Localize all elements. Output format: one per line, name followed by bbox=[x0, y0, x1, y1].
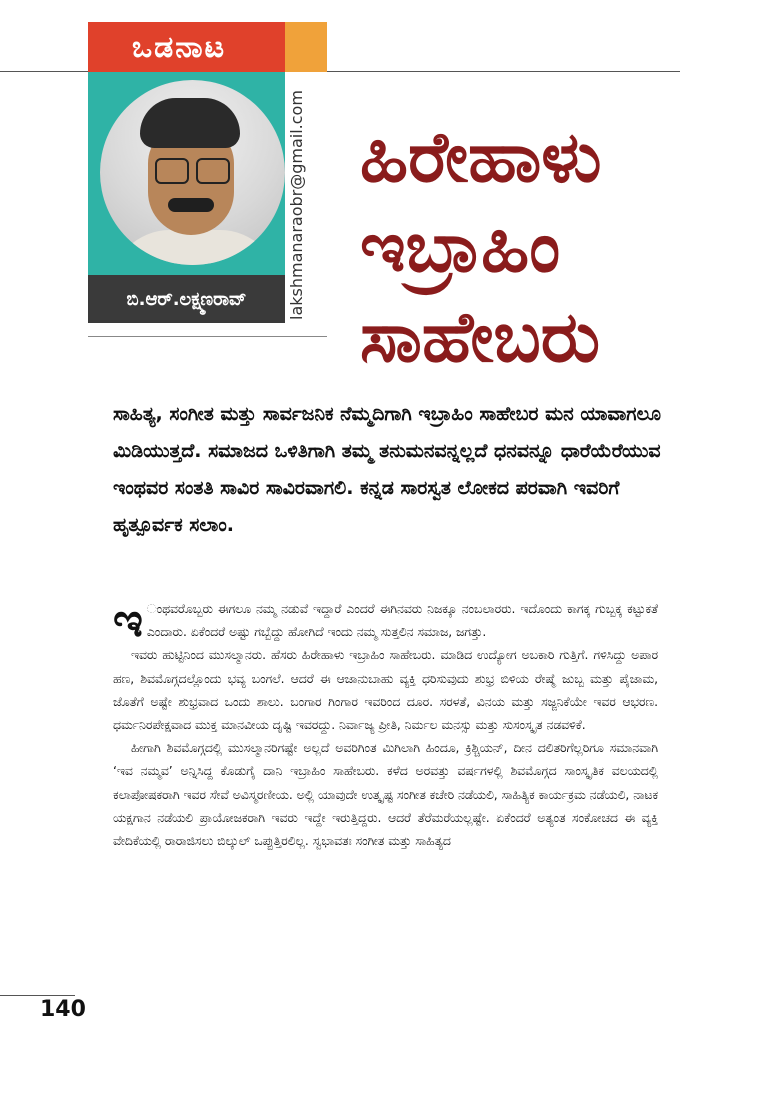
drop-cap: ಇ bbox=[113, 593, 143, 647]
page-number: 140 bbox=[40, 997, 86, 1022]
body-paragraph: ಹೀಗಾಗಿ ಶಿವಮೊಗ್ಗದಲ್ಲಿ ಮುಸಲ್ಮಾನರಿಗಷ್ಟೇ ಅಲ್ಲದೆ ಅವರಿಗಿಂತ ಮಿಗಿಲಾಗಿ ಹಿಂದೂ, ಕ್ರಿಶ್ಚಿಯನ್, ದೀನ ದಲಿತರಿಗೆಲ್ಲರಿಗೂ ಸಮಾನವಾಗಿ ‘ಇವ ನಮ್ಮವ’ ಅನ್ನಿಸಿದ್ದ ಕೊಡುಗೈ ದಾನಿ ಇಬ್ರಾಹಿಂ ಸಾಹೇಬರು. ಕಳೆದ ಅರವತ್ತು ವರ್ಷಗಳಲ್ಲಿ ಶಿವಮೊಗ್ಗದ ಸಾಂಸ್ಕೃತಿಕ ವಲಯದಲ್ಲಿ ಕಲಾಪೋಷಕರಾಗಿ ಇವರ ಸೇವೆ ಅವಿಸ್ಮರಣೀಯ. ಅಲ್ಲಿ ಯಾವುದೇ ಉತ್ಕೃಷ್ಟ ಸಂಗೀತ ಕಚೇರಿ ನಡೆಯಲಿ, ಸಾಹಿತ್ಯಿಕ ಕಾರ್ಯಕ್ರಮ ನಡೆಯಲಿ, ನಾಟಕ ಯಕ್ಷಗಾನ ನಡೆಯಲಿ ಪ್ರಾಯೋಜಕರಾಗಿ ಇವರು ಇದ್ದೇ ಇರುತ್ತಿದ್ದರು. ಆದರೆ ತೆರೆಮರೆಯಲ್ಲಷ್ಟೇ. ಏಕೆಂದರೆ ಅತ್ಯಂತ ಸಂಕೋಚದ ಈ ವ್ಯಕ್ತಿ ವೇದಿಕೆಯಲ್ಲಿ ರಾರಾಜಿಸಲು ಬಿಲ್ಕುಲ್ ಒಪ್ಪುತ್ತಿರಲಿಲ್ಲ. ಸ್ವಭಾವತಃ ಸಂಗೀತ ಮತ್ತು ಸಾಹಿತ್ಯದ bbox=[113, 741, 658, 849]
lead-paragraph: ಸಾಹಿತ್ಯ, ಸಂಗೀತ ಮತ್ತು ಸಾರ್ವಜನಿಕ ನೆಮ್ಮದಿಗಾಗಿ ಇಬ್ರಾಹಿಂ ಸಾಹೇಬರ ಮನ ಯಾವಾಗಲೂ ಮಿಡಿಯುತ್ತದೆ. ಸಮಾಜದ ಒಳಿತಿಗಾಗಿ ತಮ್ಮ ತನುಮನವನ್ನಲ್ಲದೆ ಧನವನ್ನೂ ಧಾರೆಯೆರೆಯುವ ಇಂಥವರ ಸಂತತಿ ಸಾವಿರ ಸಾವಿರವಾಗಲಿ. ಕನ್ನಡ ಸಾರಸ್ವತ ಲೋಕದ ಪರವಾಗಿ ಇವರಿಗೆ ಹೃತ್ಪೂರ್ವಕ ಸಲಾಂ. bbox=[113, 403, 662, 536]
author-photo-panel bbox=[88, 72, 285, 275]
accent-strip bbox=[285, 22, 327, 72]
headline-line-3: ಸಾಹೇಬರು bbox=[360, 296, 601, 378]
headline-line-2: ಇಬ್ರಾಹಿಂ bbox=[360, 206, 561, 288]
author-email: lakshmanaraobr@gmail.com bbox=[287, 90, 306, 320]
headline bbox=[360, 112, 660, 382]
headline-line-1: ಹಿರೇಹಾಳು bbox=[360, 116, 602, 198]
author-photo bbox=[100, 80, 285, 265]
body-paragraph: ಇ ಂಥವರೊಬ್ಬರು ಈಗಲೂ ನಮ್ಮ ನಡುವೆ ಇದ್ದಾರೆ ಎಂದರೆ ಈಗಿನವರು ನಿಜಕ್ಕೂ ನಂಬಲಾರರು. ಇದೊಂದು ಕಾಗಕ್ಕ ಗುಬ್ಬಕ್ಕ ಕಟ್ಟುಕತೆ ಎಂದಾರು. ಏಕೆಂದರೆ ಅಷ್ಟು ಗಬ್ಬೆದ್ದು ಹೋಗಿದೆ ಇಂದು ನಮ್ಮ ಸುತ್ತಲಿನ ಸಮಾಜ, ಜಗತ್ತು. bbox=[113, 593, 658, 647]
byline-rule bbox=[88, 336, 327, 337]
footer-rule bbox=[0, 995, 75, 996]
column-tag: ಒಡನಾಟ bbox=[88, 22, 285, 72]
article-body bbox=[113, 593, 658, 853]
body-paragraph: ಇವರು ಹುಟ್ಟಿನಿಂದ ಮುಸಲ್ಮಾನರು. ಹೆಸರು ಹಿರೇಹಾಳು ಇಬ್ರಾಹಿಂ ಸಾಹೇಬರು. ಮಾಡಿದ ಉದ್ಯೋಗ ಅಬಕಾರಿ ಗುತ್ತಿಗೆ. ಗಳಿಸಿದ್ದು ಅಪಾರ ಹಣ, ಶಿವಮೊಗ್ಗದಲ್ಲೊಂದು ಭವ್ಯ ಬಂಗಲೆ. ಆದರೆ ಈ ಆಜಾನುಬಾಹು ವ್ಯಕ್ತಿ ಧರಿಸುವುದು ಶುಭ್ರ ಬಿಳಿಯ ರೇಷ್ಮೆ ಜುಬ್ಬ ಮತ್ತು ಪೈಜಾಮ, ಜೊತೆಗೆ ಅಷ್ಟೇ ಶುಭ್ರವಾದ ಒಂದು ಶಾಲು. ಬಂಗಾರ ಗಿಂಗಾರ ಇವರಿಂದ ದೂರ. ಸರಳತೆ, ವಿನಯ ಮತ್ತು ಸಜ್ಜನಿಕೆಯೇ ಇವರ ಆಭರಣ. ಧರ್ಮನಿರಪೇಕ್ಷವಾದ ಮುಕ್ತ ಮಾನವೀಯ ದೃಷ್ಟಿ ಇವರದ್ದು. ನಿರ್ವಾಜ್ಯ ಪ್ರೀತಿ, ನಿರ್ಮಲ ಮನಸ್ಸು ಮತ್ತು ಸುಸಂಸ್ಕೃತ ನಡವಳಿಕೆ. bbox=[113, 648, 658, 733]
author-name: ಬಿ.ಆರ್.ಲಕ್ಷ್ಮಣರಾವ್ bbox=[88, 275, 285, 323]
